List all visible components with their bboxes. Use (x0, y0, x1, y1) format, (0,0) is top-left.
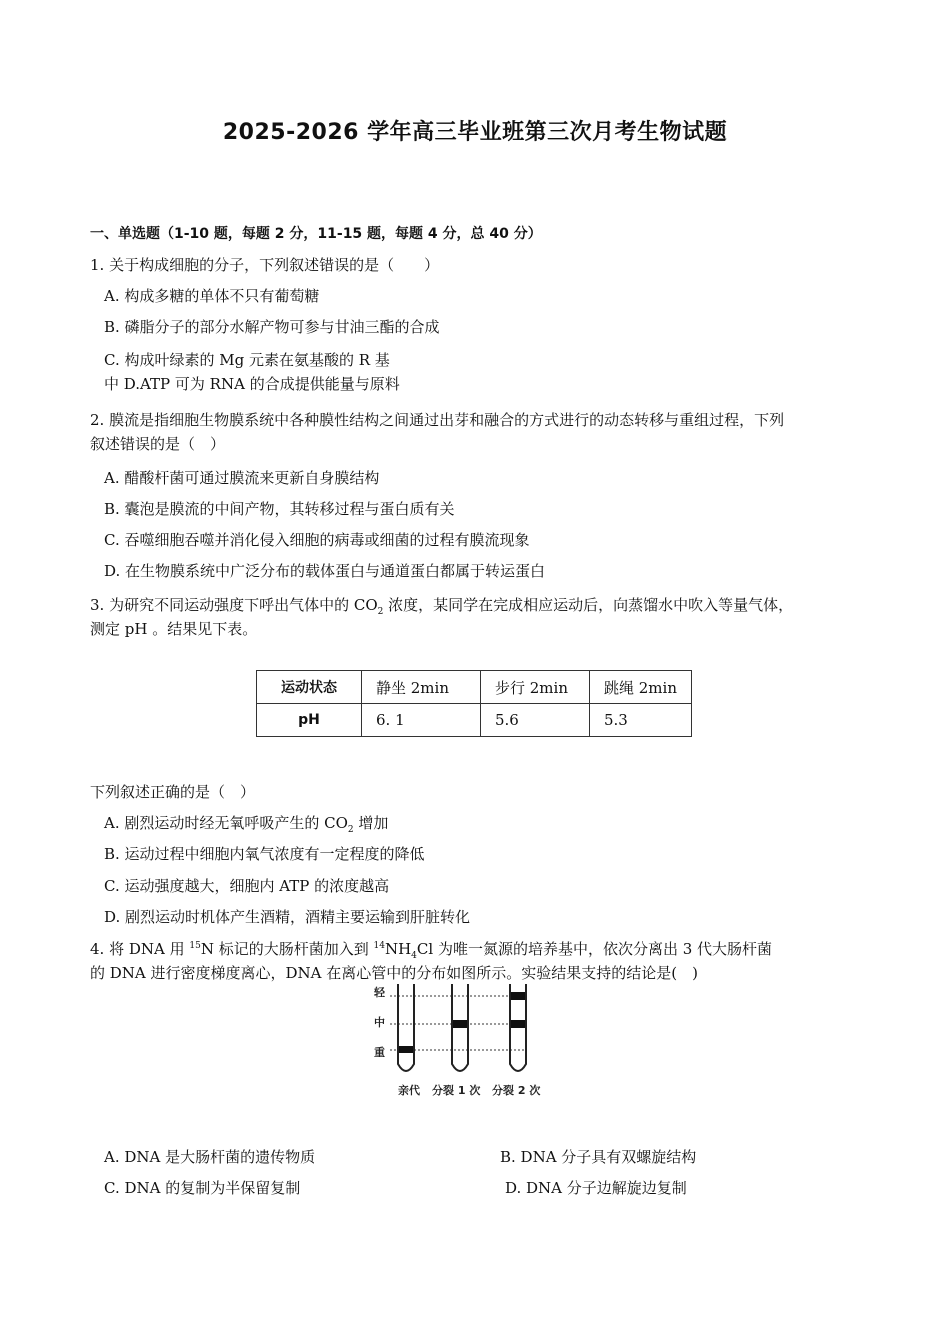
dna-band-heavy (399, 1046, 413, 1053)
table-cell: 6. 1 (362, 704, 481, 737)
q4-stem-line2: 的 DNA 进行密度梯度离心，DNA 在离心管中的分布如图所示。实验结果支持的结论是( ) (90, 964, 698, 982)
test-tube-parent (398, 984, 414, 1071)
dna-band-light (511, 992, 525, 1000)
dna-band-middle (511, 1020, 525, 1028)
table-row (257, 671, 692, 704)
q4-option-d: D. DNA 分子边解旋边复制 (505, 1179, 687, 1197)
q1-option-d: 中 D.ATP 可为 RNA 的合成提供能量与原料 (104, 375, 400, 393)
tube-label-parent: 亲代 (398, 1084, 420, 1097)
ph-table (256, 670, 692, 737)
density-label-middle: 中 (374, 1016, 385, 1029)
q2-stem-line1: 2. 膜流是指细胞生物膜系统中各种膜性结构之间通过出芽和融合的方式进行的动态转移与重组过程，下列 (90, 411, 785, 429)
table-row (257, 704, 692, 737)
q1-stem: 1. 关于构成细胞的分子，下列叙述错误的是（ ） (90, 256, 440, 274)
q1-option-b: B. 磷脂分子的部分水解产物可参与甘油三酯的合成 (104, 318, 440, 336)
table-header-cell: 步行 2min (481, 671, 590, 704)
page-title: 2025-2026 学年高三毕业班第三次月考生物试题 (222, 120, 728, 145)
q3-stem-line1: 3. 为研究不同运动强度下呼出气体中的 $CO_2$ 浓度，某同学在完成相应运动后，向蒸馏水中吹入等量气体， (90, 596, 794, 617)
centrifuge-figure (362, 982, 582, 1102)
table-header-cell: 跳绳 2min (590, 671, 692, 704)
q3-option-a: A. 剧烈运动时经无氧呼吸产生的 $CO_2$ 增加 (104, 814, 389, 835)
q2-option-a: A. 醋酸杆菌可通过膜流来更新自身膜结构 (104, 469, 380, 487)
table-cell: 5.6 (481, 704, 590, 737)
q3-option-d: D. 剧烈运动时机体产生酒精，酒精主要运输到肝脏转化 (104, 908, 471, 926)
q4-option-b: B. DNA 分子具有双螺旋结构 (500, 1148, 697, 1166)
tube-label-gen1: 分裂 1 次 (432, 1084, 481, 1097)
q1-option-a: A. 构成多糖的单体不只有葡萄糖 (104, 287, 320, 305)
q3-stem-line2: 测定 pH 。结果见下表。 (90, 620, 258, 638)
q2-stem-line2: 叙述错误的是（ ） (90, 435, 226, 453)
q2-option-c: C. 吞噬细胞吞噬并消化侵入细胞的病毒或细菌的过程有膜流现象 (104, 531, 530, 549)
table-header-cell: 静坐 2min (362, 671, 481, 704)
q4-stem-line1: 4. 将 DNA 用 $^{15}$N 标记的大肠杆菌加入到 $^{14}NH_4Cl$ 为唯一氮源的培养基中，依次分离出 3 代大肠杆菌 (90, 940, 773, 961)
table-cell: 5.3 (590, 704, 692, 737)
q4-option-a: A. DNA 是大肠杆菌的遗传物质 (104, 1148, 316, 1166)
density-label-heavy: 重 (374, 1046, 385, 1059)
section-heading: 一、单选题（1-10 题，每题 2 分，11-15 题，每题 4 分，总 40 分） (90, 226, 542, 242)
q2-option-b: B. 囊泡是膜流的中间产物，其转移过程与蛋白质有关 (104, 500, 455, 518)
q4-option-c: C. DNA 的复制为半保留复制 (104, 1179, 301, 1197)
dna-band-middle (453, 1020, 467, 1028)
tube-label-gen2: 分裂 2 次 (492, 1084, 541, 1097)
table-header-cell: 运动状态 (257, 671, 362, 704)
q3-option-c: C. 运动强度越大，细胞内 ATP 的浓度越高 (104, 877, 390, 895)
q3-option-b: B. 运动过程中细胞内氧气浓度有一定程度的降低 (104, 845, 425, 863)
q1-option-c: C. 构成叶绿素的 Mg 元素在氨基酸的 R 基 (104, 351, 390, 369)
q3-ask: 下列叙述正确的是（ ） (90, 783, 256, 801)
q2-option-d: D. 在生物膜系统中广泛分布的载体蛋白与通道蛋白都属于转运蛋白 (104, 562, 546, 580)
density-label-light: 轻 (374, 986, 385, 999)
table-row-label: pH (257, 704, 362, 737)
